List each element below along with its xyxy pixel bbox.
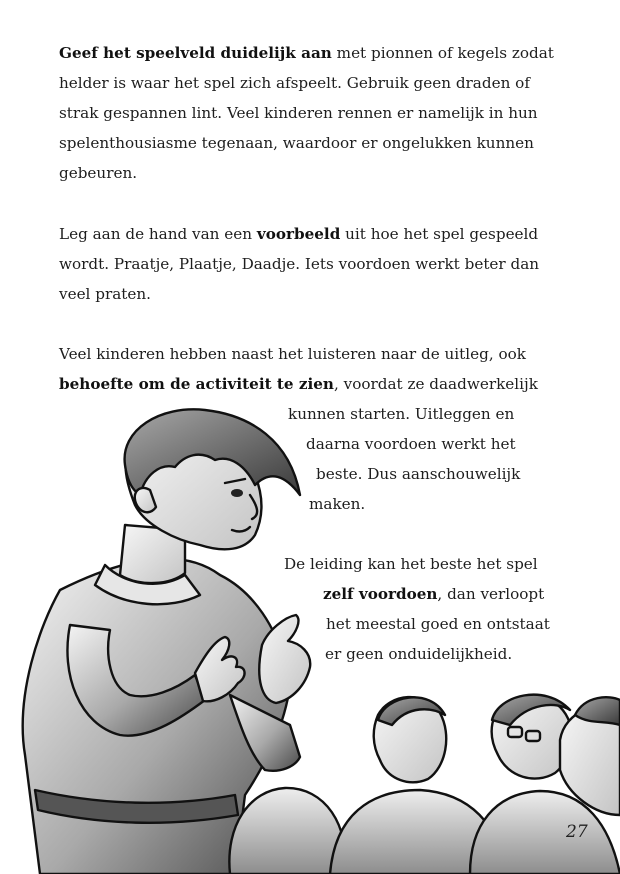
paragraph-see-line-2-text: , voordat ze daadwerkelijk xyxy=(333,375,538,393)
paragraph-playing-field-text: met pionnen of kegels zodat helder is waar het spel zich afspeelt. Gebruik geen draden of strak gespannen lint. Veel kinderen rennen er namelijk in hun spelenthousiasme tegenaan, waardoor er ongelukken kunnen gebeuren. xyxy=(59,44,554,182)
paragraph-example xyxy=(59,219,559,309)
paragraph-demo-line-3: het meestal goed en ontstaat xyxy=(326,615,550,633)
paragraph-see-line-1: Veel kinderen hebben naast het luisteren naar de uitleg, ook xyxy=(59,345,526,363)
paragraph-see-line-2 xyxy=(59,369,538,399)
child-1 xyxy=(229,788,345,874)
paragraph-demo-line-4: er geen onduidelijkheid. xyxy=(325,645,513,663)
paragraph-playing-field xyxy=(59,38,559,188)
page-number: 27 xyxy=(566,822,588,842)
bold-phrase-playing-field: Geef het speelveld duidelijk aan xyxy=(59,44,332,62)
paragraph-demo-line-2 xyxy=(323,579,544,609)
paragraph-demo-line-2-text: , dan verloopt xyxy=(437,585,545,603)
bold-phrase-see-activity: behoefte om de activiteit te zien xyxy=(59,375,334,393)
paragraph-see-line-5: beste. Dus aanschouwelijk xyxy=(316,465,521,483)
paragraph-see-line-3: kunnen starten. Uitleggen en xyxy=(288,405,515,423)
bold-word-example: voorbeeld xyxy=(256,225,341,243)
paragraph-demo-line-1: De leiding kan het beste het spel xyxy=(284,555,538,573)
paragraph-see-line-6: maken. xyxy=(309,495,366,513)
paragraph-see-line-4: daarna voordoen werkt het xyxy=(306,435,516,453)
paragraph-example-text-after: uit hoe het spel gespeeld wordt. Praatje, Plaatje, Daadje. Iets voordoen werkt beter dan veel praten. xyxy=(59,225,540,303)
bold-phrase-demonstrate: zelf voordoen xyxy=(323,585,438,603)
paragraph-example-text-before: Leg aan de hand van een xyxy=(59,225,257,243)
